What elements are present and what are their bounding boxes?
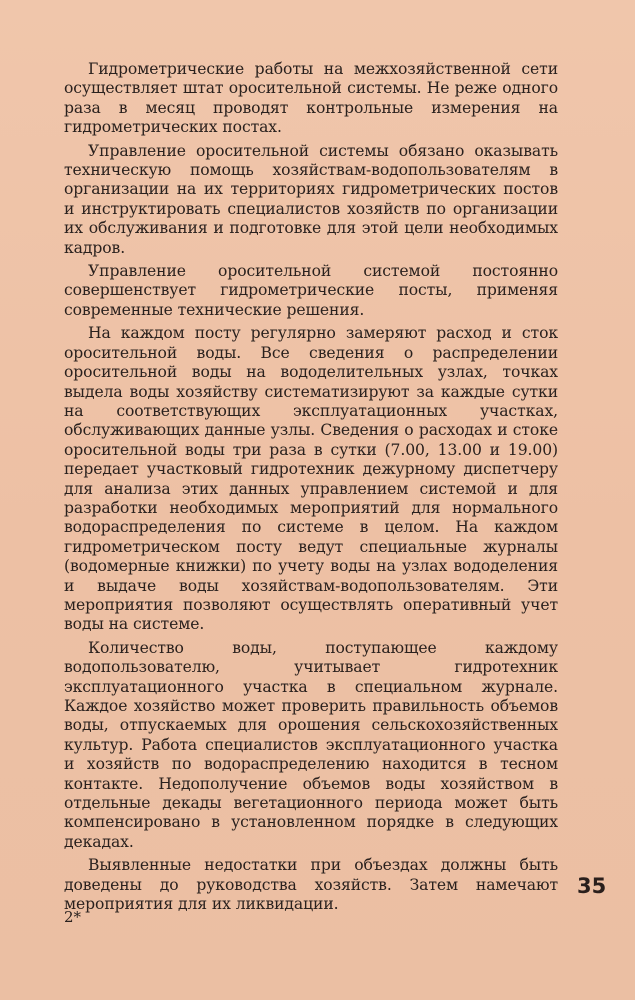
signature-mark: 2* [64,908,82,926]
paragraph-1: Гидрометрические работы на межхозяйственной сети осуществляет штат оросительной системы. Не реже одного раза в месяц проводят контрольные измерения на гидрометрических постах. [64,60,558,137]
page-number: 35 [577,874,607,898]
paragraph-6: Выявленные недостатки при объездах должны быть доведены до руководства хозяйств. Затем намечают мероприятия для их ликвидации. [64,856,558,914]
paragraph-3: Управление оросительной системой постоянно совершенствует гидрометрические посты, применяя современные технические решения. [64,262,558,319]
body-text [64,60,558,918]
paragraph-4: На каждом посту регулярно замеряют расход и сток оросительной воды. Все сведения о распределении оросительной воды на вододелительных узлах, точках выдела воды хозяйству систематизируют за каждые сутки на соответствующих эксплуатационных участках, обслуживающих данные узлы. Сведения о расходах и стоке оросительной воды три раза в сутки (7.00, 13.00 и 19.00) передает участковый гидротехник дежурному диспетчеру для анализа этих данных управлением системой и для разработки необходимых мероприятий для нормального водораспределения по системе в целом. На каждом гидрометрическом посту ведут специальные журналы (водомерные книжки) по учету воды на узлах вододеления и выдаче воды хозяйствам-водопользователям. Эти мероприятия позволяют осуществлять оперативный учет воды на системе. [64,324,558,634]
paragraph-2: Управление оросительной системы обязано оказывать техническую помощь хозяйствам-водопользователям в организации на их территориях гидрометрических постов и инструктировать специалистов хозяйств по организации их обслуживания и подготовке для этой цели необходимых кадров. [64,141,558,257]
paragraph-5: Количество воды, поступающее каждому водопользователю, учитывает гидротехник эксплуатационного участка в специальном журнале. Каждое хозяйство может проверить правильность объемов воды, отпускаемых для орошения сельскохозяйственных культур. Работа специалистов эксплуатационного участка и хозяйств по водораспределению находится в тесном контакте. Недополучение объемов воды хозяйством в отдельные декады вегетационного периода может быть компенсировано в установленном порядке в следующих декадах. [64,638,558,851]
